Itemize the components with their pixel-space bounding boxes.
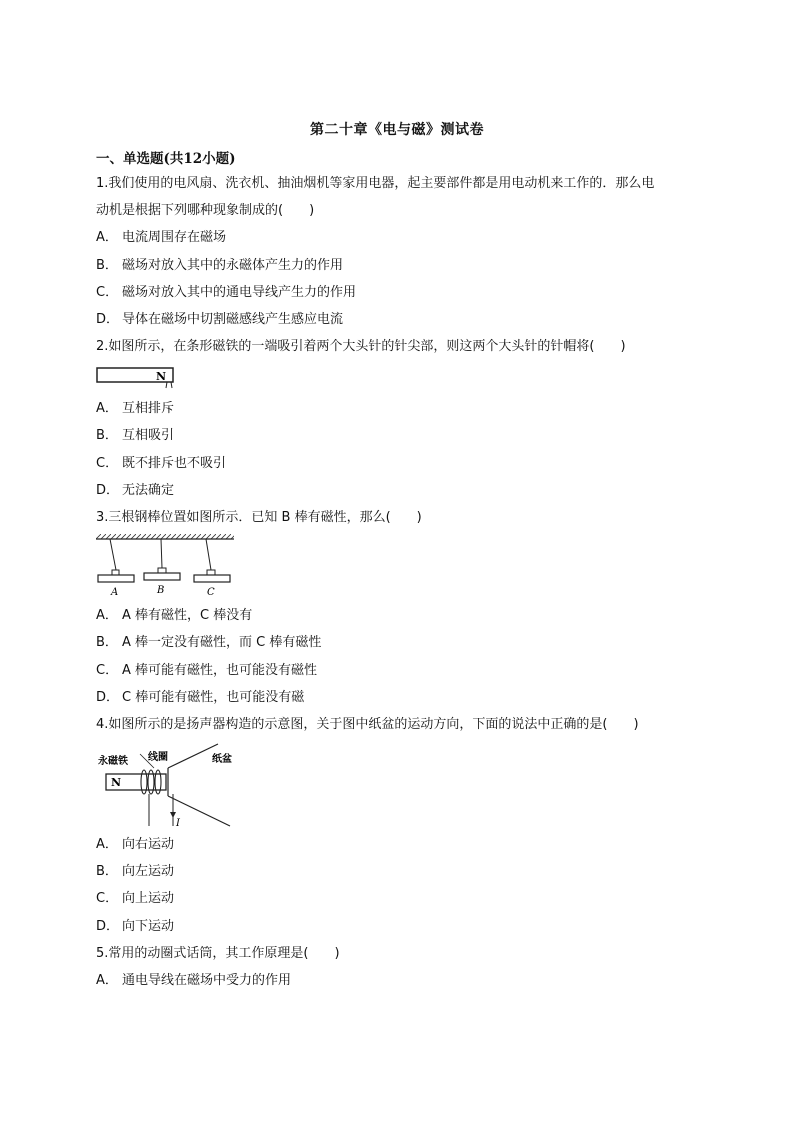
rod-b <box>144 573 180 580</box>
question-3-option-c[interactable] <box>96 662 317 680</box>
option-letter: B． <box>96 258 118 273</box>
option-text: 互相排斥 <box>122 401 175 416</box>
option-letter: B． <box>96 428 118 443</box>
clip-c <box>207 570 215 575</box>
option-letter: B． <box>96 864 118 879</box>
question-4-option-d[interactable] <box>96 918 174 936</box>
coil-label: 线圈 <box>148 752 168 763</box>
question-4-option-b[interactable] <box>96 863 174 881</box>
section-heading: 一、单选题(共12小题) <box>96 151 236 167</box>
question-3-option-d[interactable] <box>96 689 304 707</box>
option-text: 无法确定 <box>122 483 175 498</box>
option-text: A 棒一定没有磁性，而 C 棒有磁性 <box>122 635 322 650</box>
question-2-option-a[interactable] <box>96 400 174 418</box>
question-1-option-b[interactable] <box>96 257 343 275</box>
speaker-figure <box>96 740 236 828</box>
option-letter: A． <box>96 973 118 988</box>
option-letter: D． <box>96 690 120 705</box>
option-letter: A． <box>96 608 118 623</box>
string-a <box>110 539 116 570</box>
string-c <box>206 539 211 570</box>
magnet-label: 永磁铁 <box>98 756 128 767</box>
option-letter: D． <box>96 312 120 327</box>
question-1-option-c[interactable] <box>96 284 356 302</box>
cone-top-edge <box>168 744 218 768</box>
question-4-line-1: 4.如图所示的是扬声器构造的示意图，关于图中纸盆的运动方向，下面的说法中正确的是( ) <box>96 717 639 732</box>
option-text: A 棒可能有磁性，也可能没有磁性 <box>122 663 318 678</box>
option-text: 互相吸引 <box>122 428 175 443</box>
option-text: 向上运动 <box>122 891 175 906</box>
cone-label: 纸盆 <box>212 754 232 765</box>
option-letter: A． <box>96 401 118 416</box>
question-3-option-b[interactable] <box>96 634 321 652</box>
magnet-pole-label: N <box>156 370 167 383</box>
string-b <box>161 539 162 568</box>
pin-2 <box>171 382 172 388</box>
pin-1 <box>166 382 167 388</box>
option-letter: B． <box>96 635 118 650</box>
option-letter: D． <box>96 483 120 498</box>
option-text: 既不排斥也不吸引 <box>122 456 227 471</box>
rod-label-c: C <box>207 587 215 598</box>
question-4-option-a[interactable] <box>96 836 174 854</box>
option-letter: C． <box>96 663 119 678</box>
option-text: 向右运动 <box>122 837 175 852</box>
option-text: 磁场对放入其中的通电导线产生力的作用 <box>122 285 357 300</box>
question-2-option-b[interactable] <box>96 427 174 445</box>
option-text: 向下运动 <box>122 919 175 934</box>
option-text: A 棒有磁性，C 棒没有 <box>122 608 253 623</box>
question-4-option-c[interactable] <box>96 890 174 908</box>
rod-label-b: B <box>157 585 165 596</box>
bar-magnet-figure <box>96 366 182 390</box>
question-3-line-1: 3.三根钢棒位置如图所示．已知 B 棒有磁性，那么( ) <box>96 510 422 525</box>
rod-label-a: A <box>111 587 119 598</box>
question-5-option-a[interactable] <box>96 972 291 990</box>
option-text: 通电导线在磁场中受力的作用 <box>122 973 292 988</box>
steel-rods-figure <box>96 534 236 598</box>
clip-a <box>112 570 119 575</box>
page-title: 第二十章《电与磁》测试卷 <box>310 122 484 138</box>
option-letter: A． <box>96 230 118 245</box>
question-3-option-a[interactable] <box>96 607 252 625</box>
option-text: 电流周围存在磁场 <box>122 230 227 245</box>
question-1-line-1: 1.我们使用的电风扇、洗衣机、抽油烟机等家用电器，起主要部件都是用电动机来工作的．那么电 <box>96 176 655 191</box>
clip-b <box>158 568 166 573</box>
question-2-line-1: 2.如图所示，在条形磁铁的一端吸引着两个大头针的针尖部，则这两个大头针的针帽将( ) <box>96 339 626 354</box>
option-text: 导体在磁场中切割磁感线产生感应电流 <box>122 312 344 327</box>
question-1-option-a[interactable] <box>96 229 226 247</box>
ceiling-hatch <box>96 534 234 539</box>
question-1-option-d[interactable] <box>96 311 343 329</box>
option-text: 磁场对放入其中的永磁体产生力的作用 <box>122 258 344 273</box>
question-2-option-d[interactable] <box>96 482 174 500</box>
current-label: I <box>176 818 180 828</box>
option-letter: D． <box>96 919 120 934</box>
option-text: 向左运动 <box>122 864 175 879</box>
rod-c <box>194 575 230 582</box>
option-text: C 棒可能有磁性，也可能没有磁 <box>122 690 305 705</box>
question-5-line-1: 5.常用的动圈式话筒，其工作原理是( ) <box>96 946 340 961</box>
magnet-pole-label: N <box>111 776 122 789</box>
rod-a <box>98 575 134 582</box>
question-1-line-2: 动机是根据下列哪种现象制成的( ) <box>96 203 315 218</box>
option-letter: C． <box>96 891 119 906</box>
question-2-option-c[interactable] <box>96 455 226 473</box>
option-letter: C． <box>96 285 119 300</box>
option-letter: A． <box>96 837 118 852</box>
option-letter: C． <box>96 456 119 471</box>
